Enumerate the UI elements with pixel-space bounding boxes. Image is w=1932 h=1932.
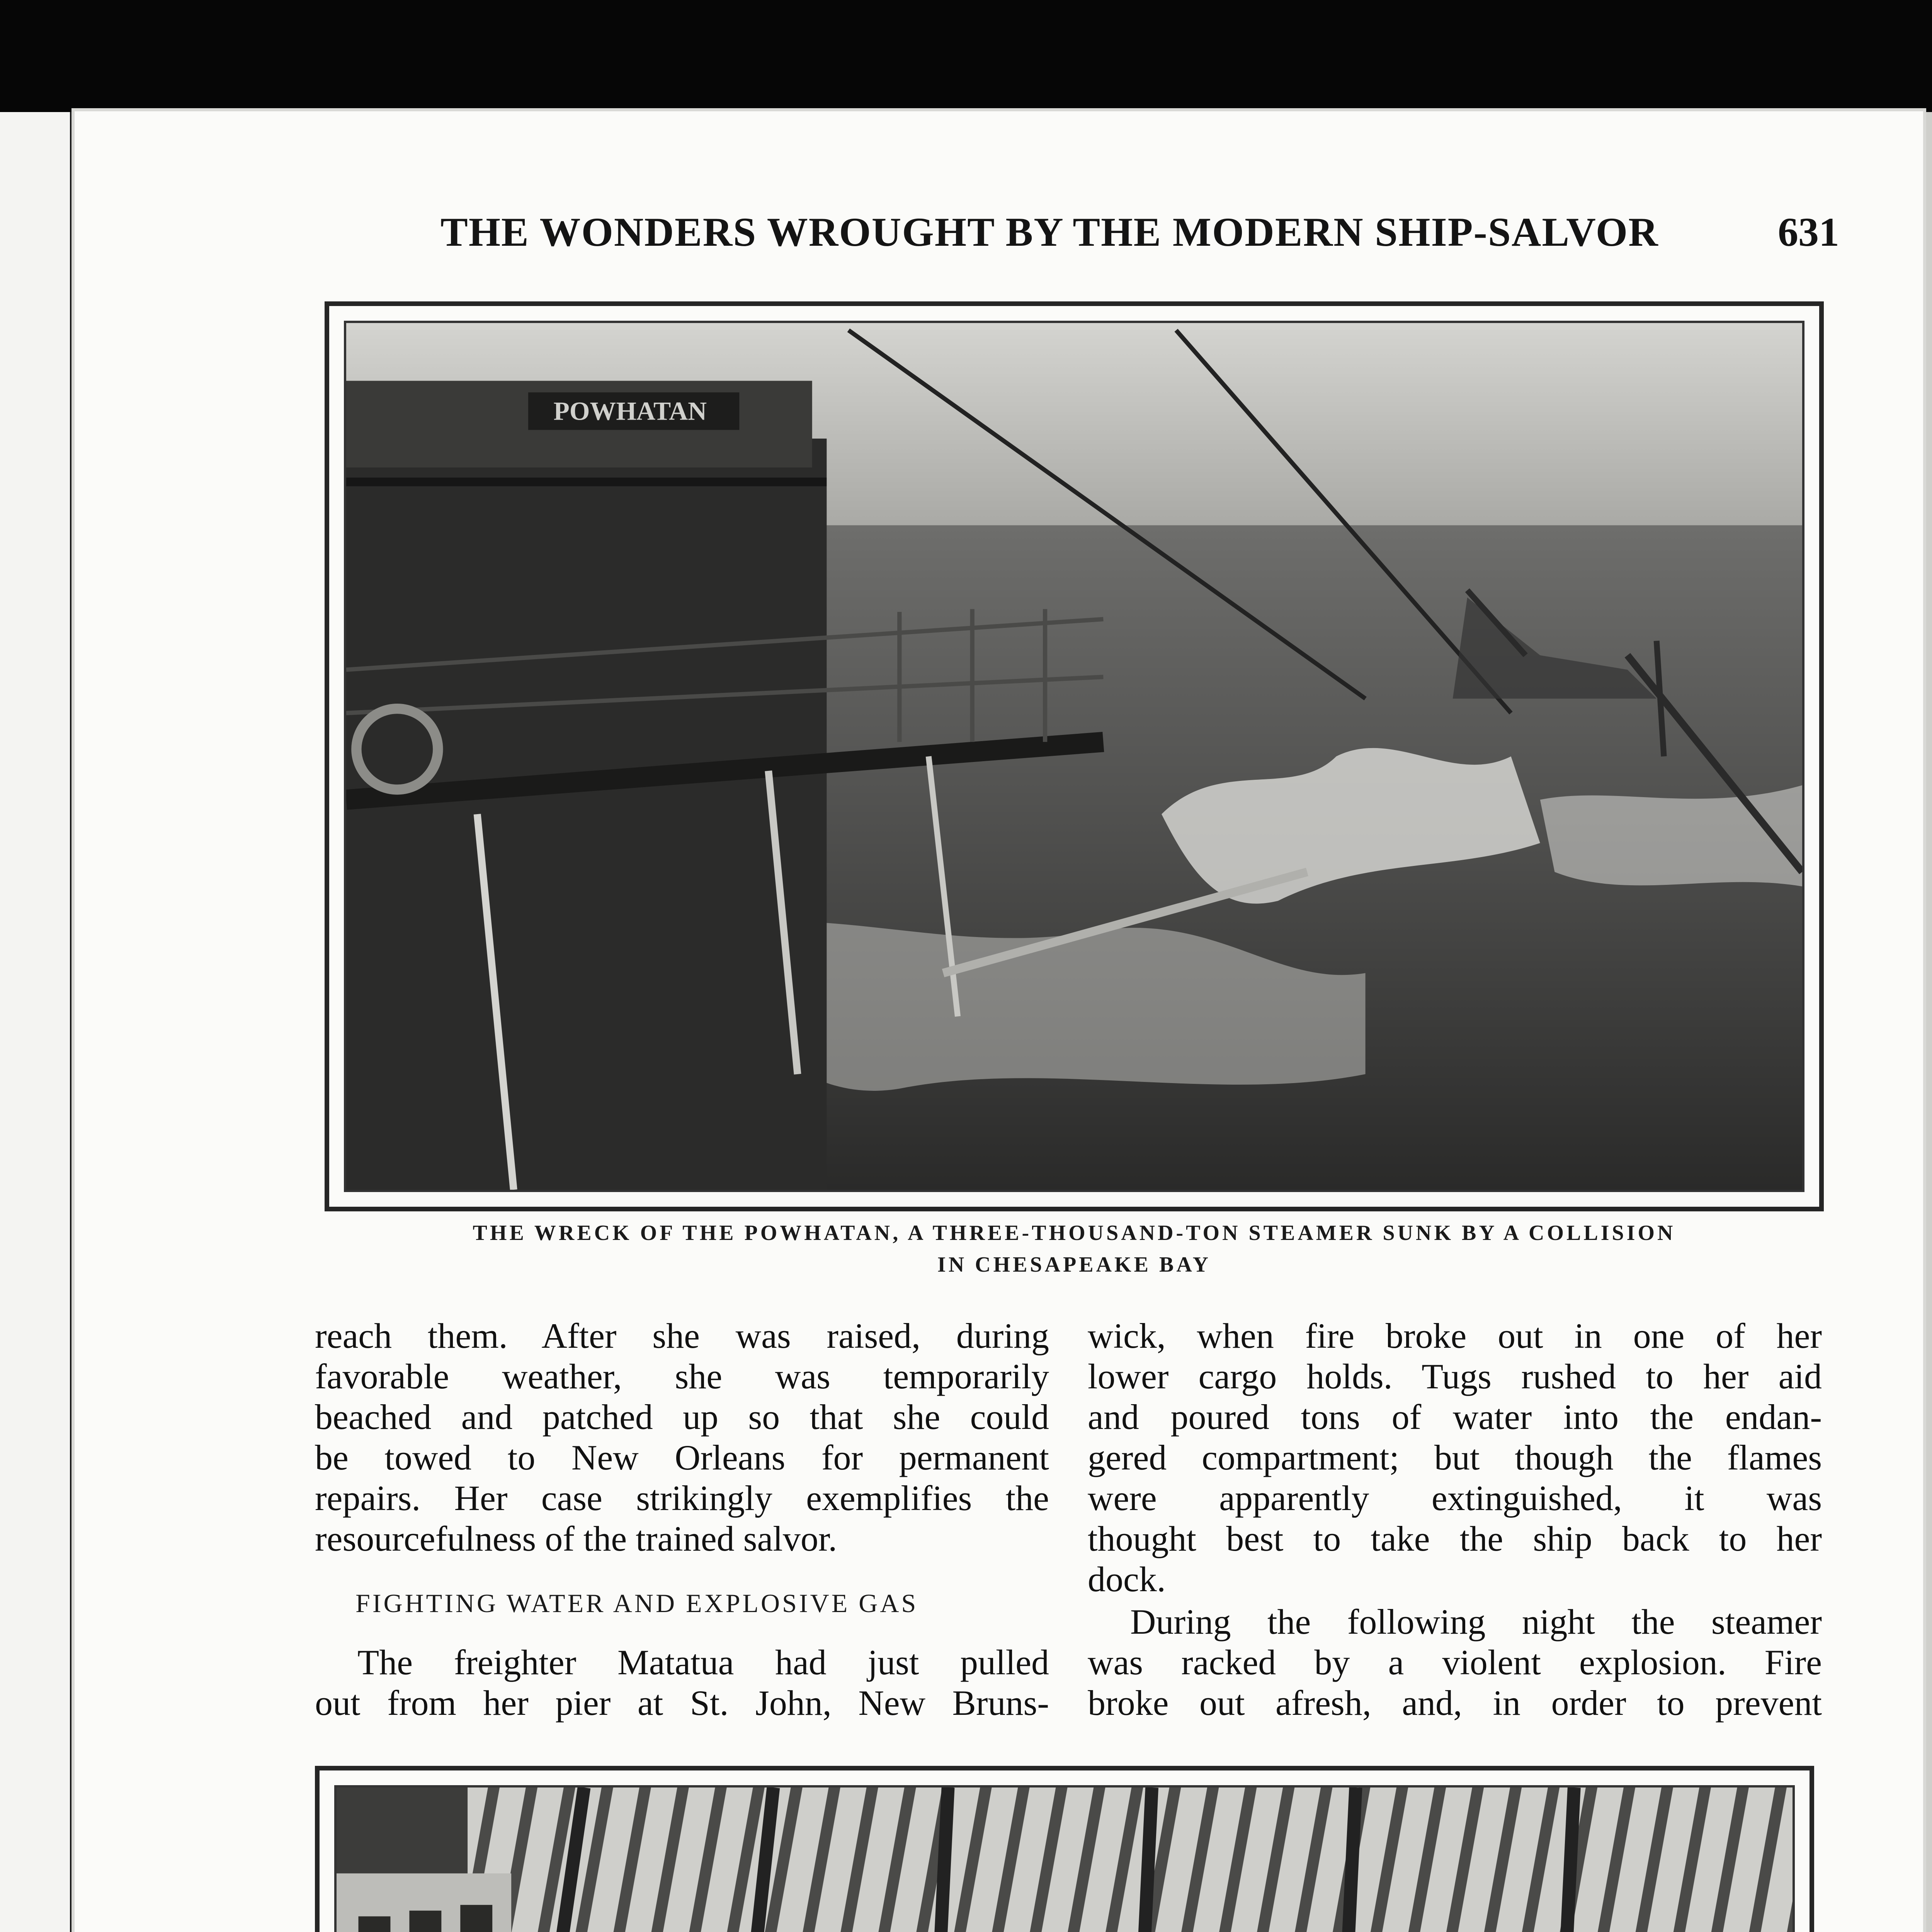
top-caption-line1: THE WRECK OF THE POWHATAN, A THREE-THOUSAND-TON STEAMER SUNK BY A COLLISION [473, 1221, 1676, 1245]
text-line: During the following night the steamer [1130, 1602, 1822, 1641]
text-line: out from her pier at St. John, New Bruns- [315, 1683, 1049, 1723]
patch-photo-image [337, 1787, 1793, 1932]
top-caption-line2: IN CHESAPEAKE BAY [937, 1253, 1211, 1277]
text-line: broke out afresh, and, in order to prevent [1088, 1683, 1822, 1723]
text-line: thought best to take the ship back to her [1088, 1519, 1822, 1558]
text-line: were apparently extinguished, it was [1088, 1478, 1822, 1518]
running-head-title: THE WONDERS WROUGHT BY THE MODERN SHIP-SALVOR [440, 209, 1659, 255]
text-line: wick, when fire broke out in one of her [1088, 1316, 1822, 1355]
text-line: beached and patched up so that she could [315, 1397, 1049, 1437]
text-line: lower cargo holds. Tugs rushed to her aid [1088, 1357, 1822, 1396]
section-subheading: FIGHTING WATER AND EXPLOSIVE GAS [355, 1588, 918, 1618]
wreck-photo-image [346, 323, 1802, 1190]
right-column-para2 [1088, 1602, 1822, 1723]
text-line: resourcefulness of the trained salvor. [315, 1519, 837, 1558]
right-column-para1 [1088, 1316, 1822, 1600]
left-column-para1 [315, 1316, 1049, 1559]
text-line: be towed to New Orleans for permanent [315, 1438, 1049, 1477]
running-head [440, 209, 1839, 259]
left-column-para2 [315, 1642, 1049, 1723]
text-line: favorable weather, she was temporarily [315, 1357, 1049, 1396]
wreck-photo [325, 301, 1824, 1211]
text-line: The freighter Matatua had just pulled [357, 1643, 1049, 1682]
text-line: and poured tons of water into the endan- [1088, 1397, 1822, 1437]
text-line: reach them. After she was raised, during [315, 1316, 1049, 1355]
wreck-photo-frame [344, 321, 1804, 1192]
text-line: was racked by a violent explosion. Fire [1088, 1643, 1822, 1682]
page-number: 631 [1778, 209, 1839, 255]
patch-photo [315, 1766, 1814, 1932]
text-line: repairs. Her case strikingly exemplifies the [315, 1478, 1049, 1518]
patch-photo-frame [334, 1785, 1795, 1932]
text-line: dock. [1088, 1560, 1166, 1599]
text-line: gered compartment; but though the flames [1088, 1438, 1822, 1477]
ship-name-label: POWHATAN [553, 396, 707, 426]
top-figure-caption [325, 1217, 1824, 1283]
